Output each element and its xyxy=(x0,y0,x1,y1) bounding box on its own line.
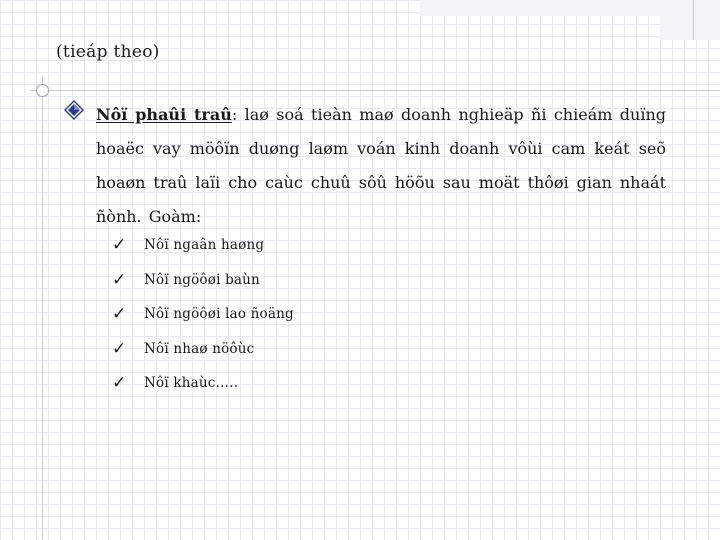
header-corner-block xyxy=(660,0,720,40)
list-item xyxy=(112,234,294,269)
list-item xyxy=(112,338,294,373)
list-item xyxy=(112,269,294,304)
rule-intersection-circle xyxy=(36,84,49,97)
paragraph-text: : laø soá tieàn maø doanh nghieäp ñi chieám duïng hoaëc vay möôïn duøng laøm voán kinh doanh vôùi cam keát seõ hoaøn traû laïi cho caùc chuû sôû höõu sau moät thôøi gian nhaát ñònh. Goàm: xyxy=(96,105,667,226)
checkmark-icon: ✓ xyxy=(112,338,127,359)
checkmark-icon: ✓ xyxy=(112,304,127,324)
slide-title: (tieáp theo) xyxy=(56,42,160,62)
list-item-label: Nôï ngaân haøng xyxy=(144,237,265,253)
list-item-label: Nôï ngöôøi lao ñoäng xyxy=(144,306,294,322)
diamond-bullet-icon xyxy=(64,100,84,120)
body-paragraph xyxy=(96,98,666,234)
list-item xyxy=(112,303,294,338)
list-item-label: Nôï ngöôøi baùn xyxy=(144,271,260,288)
list-item-label: Nôï khaùc….. xyxy=(144,375,239,391)
vertical-rule xyxy=(42,76,43,540)
horizontal-rule xyxy=(30,90,720,91)
header-divider xyxy=(693,0,694,40)
list-item xyxy=(112,372,294,407)
checkmark-icon: ✓ xyxy=(112,373,127,393)
checkmark-icon: ✓ xyxy=(112,269,127,290)
checkmark-icon: ✓ xyxy=(112,235,127,255)
debt-type-list xyxy=(112,234,294,407)
list-item-label: Nôï nhaø nöôùc xyxy=(144,340,255,357)
paragraph-term: Nôï phaûi traû xyxy=(96,105,232,124)
